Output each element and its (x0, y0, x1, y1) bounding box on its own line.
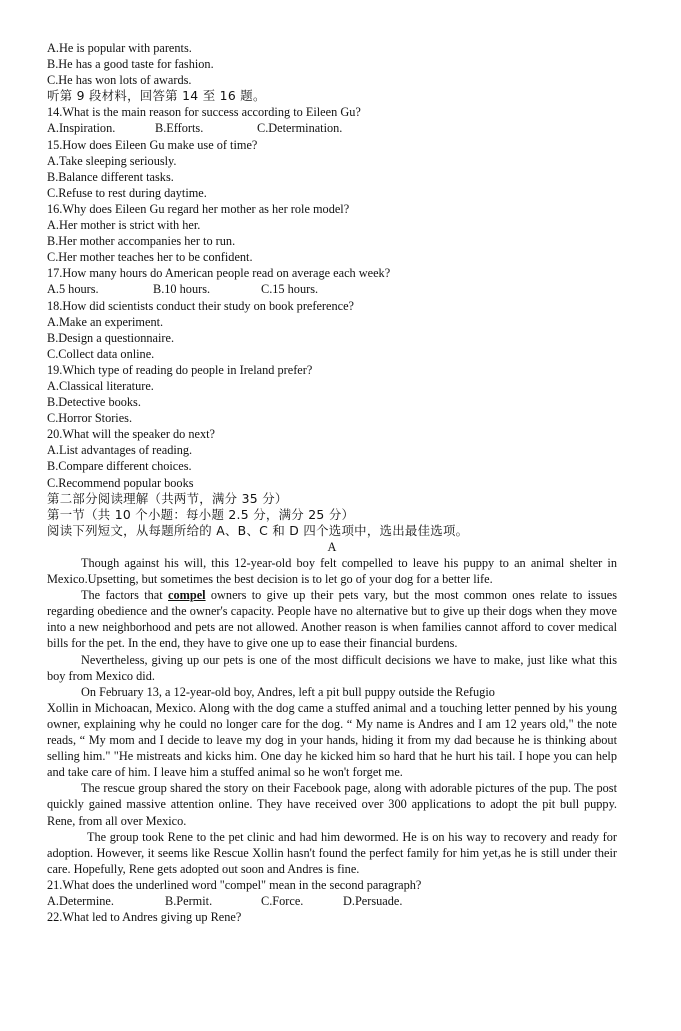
part2-title: 第二部分阅读理解（共两节，满分 35 分） (47, 490, 288, 506)
option: A.List advantages of reading. (47, 443, 193, 458)
question-22: 22.What led to Andres giving up Rene? (47, 910, 242, 925)
passage-paragraph-4: Xollin in Michoacan, Mexico. Along with the dog came a stuffed animal and a touching letter penned by his young owner, explaining why he could no longer care for the dog. “ My name is Andres and I am 12 years old," the note reads, “ My mom and I decide to leave my dog in your hands, hiding it from my dad because he is thinking about selling him." "He mistreats and kicks him. One day he kicked him so hard that he hurt his tail. I hope you can help and take care of him. I leave him a stuffed animal so he won't forget me. (47, 700, 617, 780)
question-14: 14.What is the main reason for success according to Eileen Gu? (47, 105, 361, 120)
underlined-word-compel: compel (168, 588, 206, 603)
q13-option-a: A.He is popular with parents. (47, 41, 192, 55)
option: B.Compare different choices. (47, 459, 192, 474)
passage-paragraph-2 (47, 587, 617, 651)
passage-paragraph-4-line-1: On February 13, a 12-year-old boy, Andres, left a pit bull puppy outside the Refugio (81, 684, 495, 699)
option: C.Recommend popular books (47, 475, 194, 490)
option: C.Collect data online. (47, 346, 155, 361)
question-19: 19.Which type of reading do people in Ireland prefer? (47, 362, 313, 377)
option: A.Her mother is strict with her. (47, 218, 201, 233)
question-14-options (47, 120, 617, 136)
option: B.Design a questionnaire. (47, 330, 175, 345)
question-20: 20.What will the speaker do next? (47, 427, 216, 442)
p2-text-before: The factors that (81, 588, 168, 603)
passage-label: A (327, 539, 337, 554)
question-21-options (47, 893, 617, 909)
option: B.10 hours. (153, 282, 211, 297)
passage-paragraph-5: The rescue group shared the story on their Facebook page, along with adorable pictures of the pup. The post quickly gained massive attention online. They have received over 300 applications to adopt the pit bull puppy. Rene, from all over Mexico. (47, 781, 617, 828)
question-17-options (47, 281, 617, 297)
question-15: 15.How does Eileen Gu make use of time? (47, 137, 258, 152)
option: A.Determine. (47, 893, 114, 908)
question-18: 18.How did scientists conduct their study on book preference? (47, 298, 355, 313)
section1-title: 第一节（共 10 个小题：每小题 2.5 分，满分 25 分） (47, 506, 355, 522)
option: C.Horror Stories. (47, 411, 133, 426)
option: D.Persuade. (343, 893, 403, 908)
option: C.Determination. (257, 121, 343, 136)
option: A.Take sleeping seriously. (47, 153, 177, 168)
question-16: 16.Why does Eileen Gu regard her mother as her role model? (47, 201, 350, 216)
section-9-header: 听第 9 段材料，回答第 14 至 16 题。 (47, 88, 266, 104)
option: B.Balance different tasks. (47, 169, 174, 184)
question-21: 21.What does the underlined word "compel" mean in the second paragraph? (47, 877, 422, 892)
q13-option-b: B.He has a good taste for fashion. (47, 57, 214, 72)
option: B.Permit. (165, 893, 213, 908)
exam-page (47, 40, 617, 925)
q13-option-c: C.He has won lots of awards. (47, 73, 192, 88)
passage-paragraph-3: Nevertheless, giving up our pets is one of the most difficult decisions we have to make, just like what this boy from Mexico did. (47, 652, 617, 683)
option: A.Inspiration. (47, 121, 116, 136)
question-17: 17.How many hours do American people read on average each week? (47, 266, 391, 281)
passage-paragraph-1: Though against his will, this 12-year-old boy felt compelled to leave his puppy to an animal shelter in Mexico.Upsetting, but sometimes the best decision is to let go of your dog for a better life. (47, 556, 617, 587)
option: A.Classical literature. (47, 378, 154, 393)
instructions: 阅读下列短文，从每题所给的 A、B、C 和 D 四个选项中，选出最佳选项。 (47, 522, 469, 538)
option: B.Efforts. (155, 121, 204, 136)
option: C.Refuse to rest during daytime. (47, 185, 207, 200)
option: C.Her mother teaches her to be confident. (47, 250, 253, 265)
p2-text-after: owners to give up their pets vary, but the most common ones relate to issues regarding obedience and the owner's capacity. People have no alternative but to give up their dogs when they move into a new neighborhood and pets are not allowed. Another reason is when families cannot afford to cover medical bills for the pet. In the end, they have to give one up to ease their financial burdens. (47, 588, 617, 651)
option: A.Make an experiment. (47, 314, 164, 329)
option: B.Detective books. (47, 395, 141, 410)
passage-paragraph-6: The group took Rene to the pet clinic and had him dewormed. He is on his way to recovery and ready for adoption. However, it seems like Rescue Xollin hasn't found the perfect family for him yet,as he is still under their care. Hopefully, Rene gets adopted out soon and Andres is fine. (47, 829, 617, 876)
option: B.Her mother accompanies her to run. (47, 234, 236, 249)
option: C.15 hours. (261, 282, 319, 297)
option: A.5 hours. (47, 282, 99, 297)
option: C.Force. (261, 893, 304, 908)
